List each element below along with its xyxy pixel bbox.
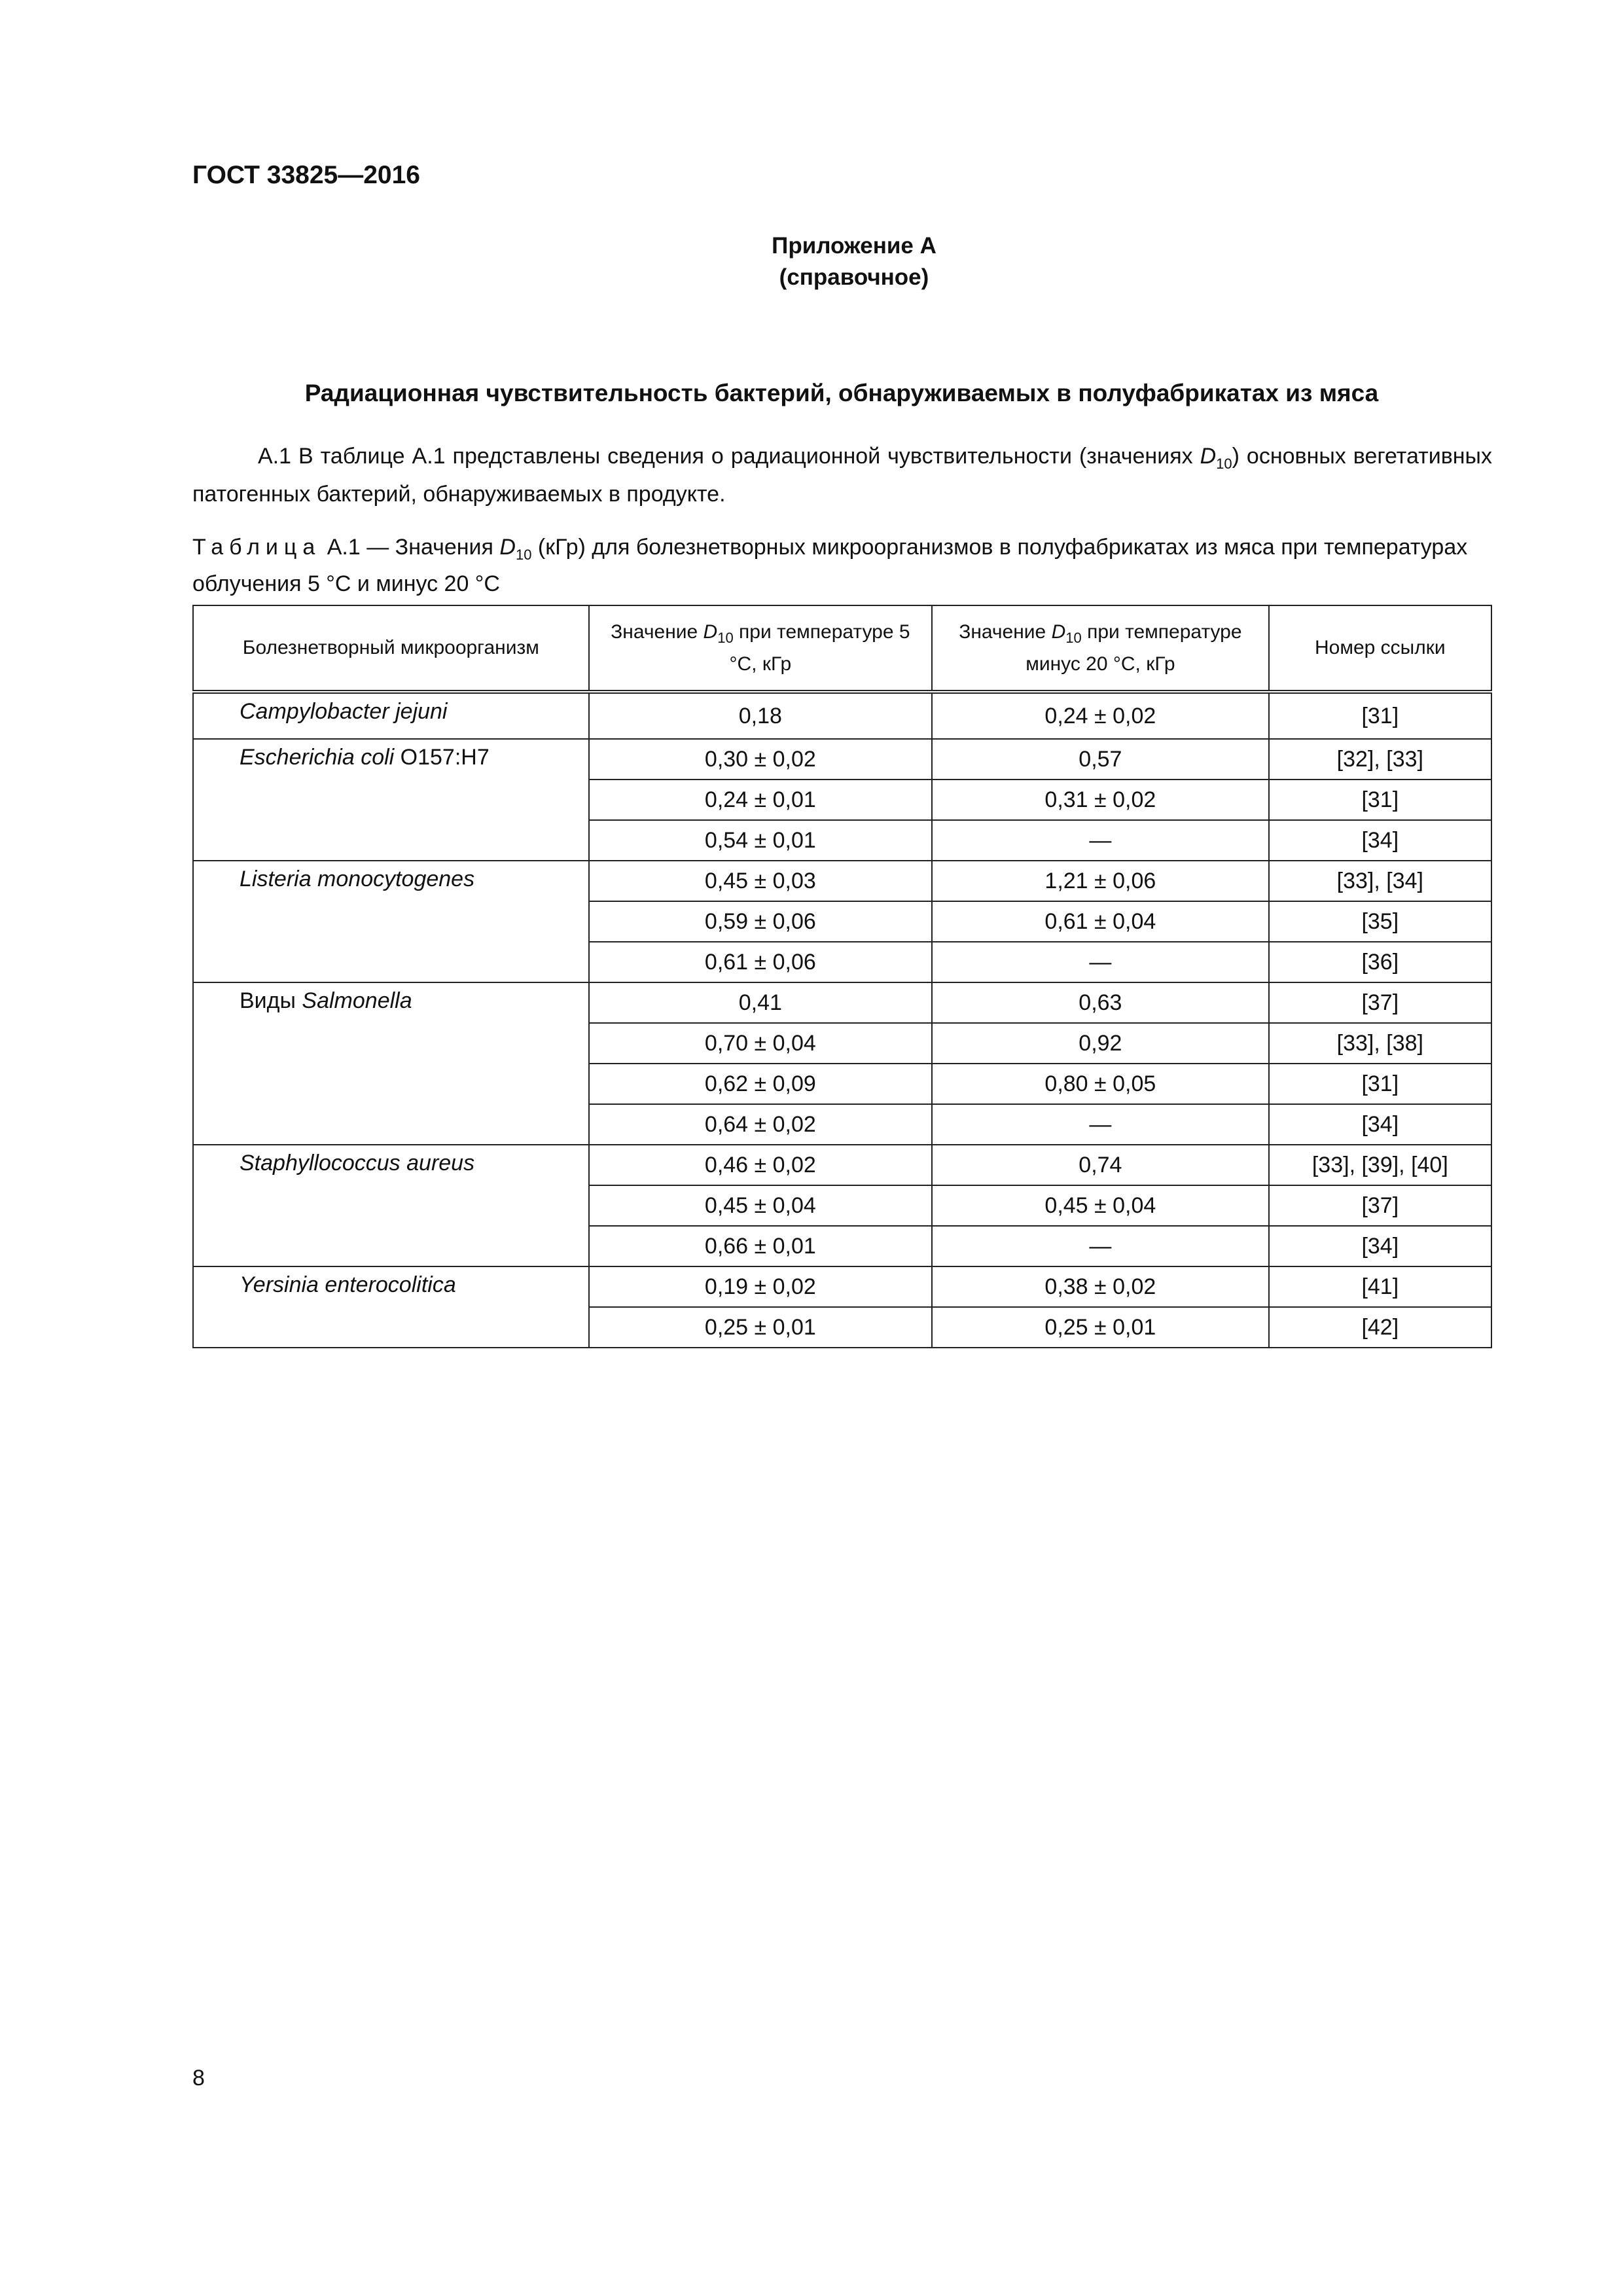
- header-reference-number: Номер ссылки: [1269, 605, 1491, 692]
- header-d10-5c-subscript: 10: [717, 629, 734, 646]
- d10-5c-value: 0,66 ± 0,01: [589, 1226, 933, 1266]
- header-d10-minus20c-after: при температуре минус 20 °С, кГр: [1026, 620, 1242, 675]
- header-d10-minus20c-symbol: D: [1051, 620, 1066, 643]
- table-row: [193, 982, 1491, 1023]
- d10-5c-value: 0,25 ± 0,01: [589, 1307, 933, 1348]
- reference-value: [34]: [1269, 1104, 1491, 1145]
- table-row: [193, 739, 1491, 780]
- d10-minus20c-value: 0,38 ± 0,02: [932, 1266, 1269, 1307]
- microorganism-name-italic: Staphyllococcus aureus: [240, 1151, 475, 1175]
- header-d10-5c-after: при температуре 5 °С, кГр: [729, 620, 910, 675]
- table-body: [193, 692, 1491, 1348]
- d10-5c-value: 0,61 ± 0,06: [589, 942, 933, 982]
- microorganism-name-italic: Escherichia coli: [240, 745, 395, 770]
- d10-values-table: [192, 605, 1492, 1348]
- microorganism-cell: [193, 982, 589, 1145]
- microorganism-name-suffix: O157:H7: [394, 745, 490, 770]
- table-row: [193, 861, 1491, 901]
- microorganism-cell: [193, 692, 589, 739]
- paragraph-text-after: ) основных вегетативных патогенных бактерий, обнаруживаемых в продукте.: [192, 444, 1492, 507]
- d10-minus20c-value: —: [932, 942, 1269, 982]
- reference-value: [33], [34]: [1269, 861, 1491, 901]
- d10-5c-value: 0,54 ± 0,01: [589, 820, 933, 861]
- paragraph-d-subscript: 10: [1216, 455, 1232, 472]
- d10-minus20c-value: —: [932, 820, 1269, 861]
- header-d10-minus20c: [932, 605, 1269, 692]
- header-d10-minus20c-subscript: 10: [1065, 629, 1082, 646]
- d10-minus20c-value: 0,92: [932, 1023, 1269, 1064]
- caption-d-subscript: 10: [515, 546, 532, 563]
- d10-minus20c-value: 0,74: [932, 1145, 1269, 1185]
- reference-value: [33], [38]: [1269, 1023, 1491, 1064]
- microorganism-cell: [193, 1266, 589, 1348]
- reference-value: [35]: [1269, 901, 1491, 942]
- caption-d-symbol: D: [499, 535, 516, 560]
- d10-minus20c-value: 0,31 ± 0,02: [932, 780, 1269, 820]
- d10-minus20c-value: —: [932, 1104, 1269, 1145]
- d10-minus20c-value: 0,25 ± 0,01: [932, 1307, 1269, 1348]
- reference-value: [31]: [1269, 1064, 1491, 1104]
- d10-minus20c-value: 0,57: [932, 739, 1269, 780]
- d10-5c-value: 0,45 ± 0,03: [589, 861, 933, 901]
- reference-value: [31]: [1269, 692, 1491, 739]
- d10-minus20c-value: 1,21 ± 0,06: [932, 861, 1269, 901]
- d10-5c-value: 0,19 ± 0,02: [589, 1266, 933, 1307]
- paragraph-text-before: А.1 В таблице А.1 представлены сведения о радиационной чувствительности (значениях: [258, 444, 1200, 469]
- d10-5c-value: 0,30 ± 0,02: [589, 739, 933, 780]
- table-caption: [192, 533, 1492, 598]
- annex-type: (справочное): [779, 264, 929, 290]
- document-header: ГОСТ 33825—2016: [192, 161, 420, 189]
- reference-value: [34]: [1269, 1226, 1491, 1266]
- page-number: 8: [192, 2066, 205, 2090]
- d10-5c-value: 0,41: [589, 982, 933, 1023]
- d10-5c-value: 0,59 ± 0,06: [589, 901, 933, 942]
- d10-5c-value: 0,46 ± 0,02: [589, 1145, 933, 1185]
- microorganism-name-italic: Salmonella: [302, 988, 412, 1013]
- microorganism-cell: [193, 861, 589, 982]
- reference-value: [37]: [1269, 1185, 1491, 1226]
- reference-value: [34]: [1269, 820, 1491, 861]
- annex-heading: [0, 230, 1623, 293]
- header-d10-minus20c-before: Значение: [959, 620, 1052, 643]
- d10-5c-value: 0,70 ± 0,04: [589, 1023, 933, 1064]
- section-title: Радиационная чувствительность бактерий, обнаруживаемых в полуфабрикатах из мяса: [304, 380, 1379, 406]
- d10-5c-value: 0,64 ± 0,02: [589, 1104, 933, 1145]
- header-d10-5c: [589, 605, 933, 692]
- d10-minus20c-value: 0,61 ± 0,04: [932, 901, 1269, 942]
- header-d10-5c-before: Значение: [611, 620, 704, 643]
- microorganism-cell: [193, 739, 589, 861]
- d10-5c-value: 0,62 ± 0,09: [589, 1064, 933, 1104]
- d10-minus20c-value: 0,24 ± 0,02: [932, 692, 1269, 739]
- table-header-row: [193, 605, 1491, 692]
- caption-text-before: А.1 — Значения: [321, 535, 500, 560]
- d10-5c-value: 0,18: [589, 692, 933, 739]
- microorganism-name-prefix: Виды: [240, 988, 302, 1013]
- d10-minus20c-value: —: [932, 1226, 1269, 1266]
- d10-minus20c-value: 0,80 ± 0,05: [932, 1064, 1269, 1104]
- d10-minus20c-value: 0,63: [932, 982, 1269, 1023]
- microorganism-name-italic: Campylobacter jejuni: [240, 699, 448, 724]
- reference-value: [42]: [1269, 1307, 1491, 1348]
- table-row: [193, 1145, 1491, 1185]
- reference-value: [31]: [1269, 780, 1491, 820]
- paragraph-d-symbol: D: [1200, 444, 1217, 469]
- intro-paragraph: [192, 441, 1492, 509]
- reference-value: [32], [33]: [1269, 739, 1491, 780]
- header-d10-5c-symbol: D: [703, 620, 718, 643]
- reference-value: [33], [39], [40]: [1269, 1145, 1491, 1185]
- microorganism-cell: [193, 1145, 589, 1266]
- table-row: [193, 692, 1491, 739]
- caption-label: Таблица: [192, 535, 321, 560]
- d10-5c-value: 0,45 ± 0,04: [589, 1185, 933, 1226]
- reference-value: [41]: [1269, 1266, 1491, 1307]
- d10-minus20c-value: 0,45 ± 0,04: [932, 1185, 1269, 1226]
- microorganism-name-italic: Listeria monocytogenes: [240, 867, 475, 891]
- annex-title: Приложение А: [772, 233, 936, 259]
- header-microorganism: Болезнетворный микроорганизм: [193, 605, 589, 692]
- caption-text-after: (кГр) для болезнетворных микроорганизмов в полуфабрикатах из мяса при температурах облучения 5 °С и минус 20 °С: [192, 535, 1468, 596]
- reference-value: [36]: [1269, 942, 1491, 982]
- table-row: [193, 1266, 1491, 1307]
- microorganism-name-italic: Yersinia enterocolitica: [240, 1272, 456, 1297]
- reference-value: [37]: [1269, 982, 1491, 1023]
- d10-5c-value: 0,24 ± 0,01: [589, 780, 933, 820]
